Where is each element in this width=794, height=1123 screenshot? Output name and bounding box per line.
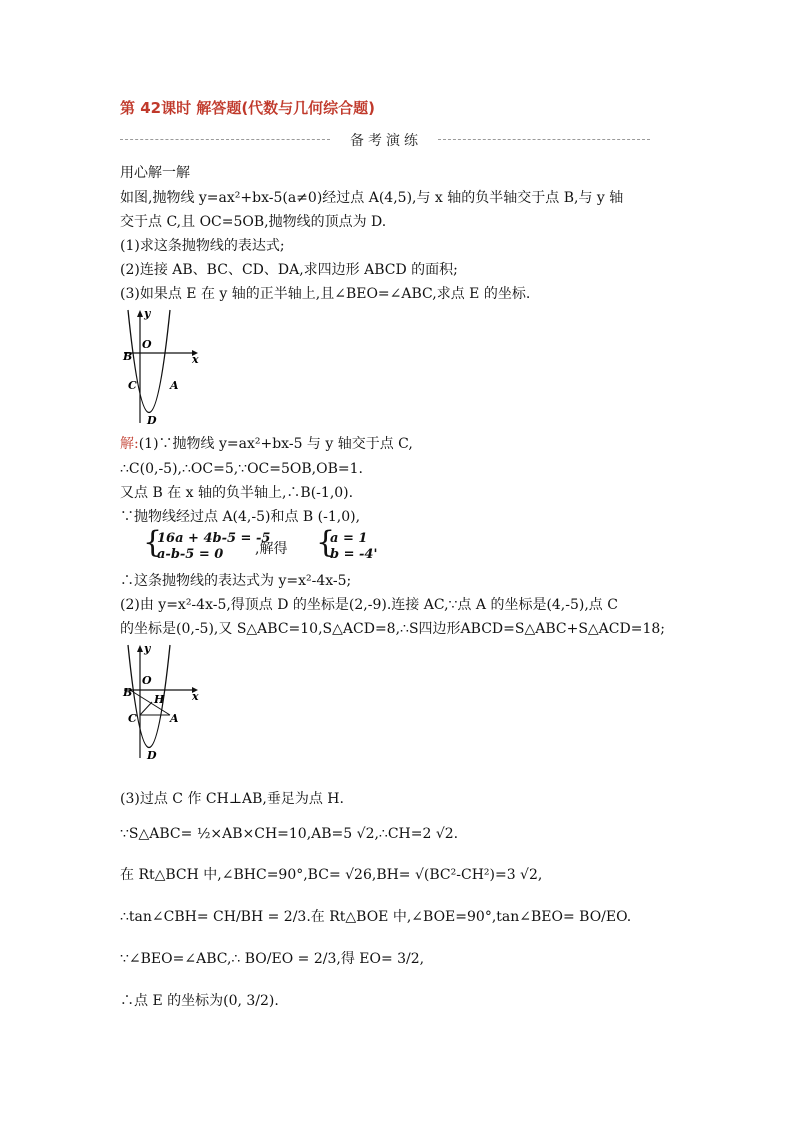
solution-system: [316, 525, 378, 563]
origin-label: O: [142, 338, 152, 351]
point-b-label: B: [123, 686, 133, 699]
point-a-label: A: [170, 379, 179, 392]
y-label: y: [144, 642, 151, 655]
point-h-label: H: [154, 693, 165, 706]
solution-3-a: (3)过点 C 作 CH⊥AB,垂足为点 H.: [120, 791, 344, 807]
solution-3-c: 在 Rt△BCH 中,∠BHC=90°,BC= √26,BH= √(BC²-CH²)=3 √2,: [120, 867, 543, 883]
point-c-label: C: [128, 712, 137, 725]
y-axis-arrow: [137, 310, 143, 317]
divider-line-right: [438, 139, 650, 140]
solution-3-d: ∴tan∠CBH= CH/BH = 2/3.在 Rt△BOE 中,∠BOE=90°,tan∠BEO= BO/EO.: [120, 909, 632, 925]
solution-1-e: ∴这条抛物线的表达式为 y=x²-4x-5;: [120, 573, 352, 589]
solve-word: ,解得: [255, 541, 288, 557]
origin-label: O: [142, 674, 152, 687]
problem-stem-1: 如图,抛物线 y=ax²+bx-5(a≠0)经过点 A(4,5),与 x 轴的负半轴交于点 B,与 y 轴: [120, 190, 624, 206]
solution-2-a: (2)由 y=x²-4x-5,得顶点 D 的坐标是(2,-9).连接 AC,∵点 A 的坐标是(4,-5),点 C: [120, 597, 618, 613]
section-label: 备考演练: [350, 133, 422, 149]
solution-3-b: ∵S△ABC= ½×AB×CH=10,AB=5 √2,∴CH=2 √2.: [120, 826, 459, 842]
divider-line-left: [120, 139, 330, 140]
res-2: b = -4': [330, 547, 378, 562]
point-a-label: A: [170, 712, 179, 725]
question-2: (2)连接 AB、BC、CD、DA,求四边形 ABCD 的面积;: [120, 262, 458, 278]
solution-1-a-text: (1)∵抛物线 y=ax²+bx-5 与 y 轴交于点 C,: [138, 436, 413, 452]
equation-system: [143, 525, 271, 563]
point-d-label: D: [147, 414, 157, 427]
question-1: (1)求这条抛物线的表达式;: [120, 238, 285, 254]
solution-marker: 解:: [120, 436, 139, 452]
section-divider: [120, 130, 650, 150]
solution-1-d: ∵抛物线经过点 A(4,-5)和点 B (-1,0),: [120, 509, 361, 525]
y-axis-arrow: [137, 645, 143, 652]
left-brace-1: {: [143, 525, 163, 560]
left-brace-2: {: [316, 525, 336, 560]
problem-stem-2: 交于点 C,且 OC=5OB,抛物线的顶点为 D.: [120, 214, 387, 230]
eq-2: a-b-5 = 0: [157, 547, 224, 562]
parabola-figure-1: [118, 305, 208, 430]
parabola-figure-2: [118, 640, 208, 765]
solution-1-c: 又点 B 在 x 轴的负半轴上,∴B(-1,0).: [120, 485, 354, 501]
problem-heading: 用心解一解: [120, 165, 190, 181]
question-3: (3)如果点 E 在 y 轴的正半轴上,且∠BEO=∠ABC,求点 E 的坐标.: [120, 286, 531, 302]
x-label: x: [192, 353, 199, 366]
point-d-label: D: [147, 749, 157, 762]
y-label: y: [144, 307, 151, 320]
solution-3-e: ∵∠BEO=∠ABC,∴ BO/EO = 2/3,得 EO= 3/2,: [120, 951, 425, 967]
res-1: a = 1: [330, 531, 368, 546]
point-b-label: B: [123, 350, 133, 363]
solution-2-b: 的坐标是(0,-5),又 S△ABC=10,S△ACD=8,∴S四边形ABCD=S△ABC+S△ACD=18;: [120, 621, 665, 637]
parabola-curve: [128, 310, 170, 413]
lesson-title: 第 42课时 解答题(代数与几何综合题): [120, 99, 376, 117]
solution-1-b: ∴C(0,-5),∴OC=5,∵OC=5OB,OB=1.: [120, 461, 363, 477]
segment-ch: [140, 702, 152, 715]
point-c-label: C: [128, 379, 137, 392]
eq-1: 16a + 4b-5 = -5: [157, 531, 271, 546]
x-label: x: [192, 690, 199, 703]
solution-3-f: ∴点 E 的坐标为(0, 3/2).: [120, 993, 279, 1009]
solution-1-a: [120, 435, 413, 453]
